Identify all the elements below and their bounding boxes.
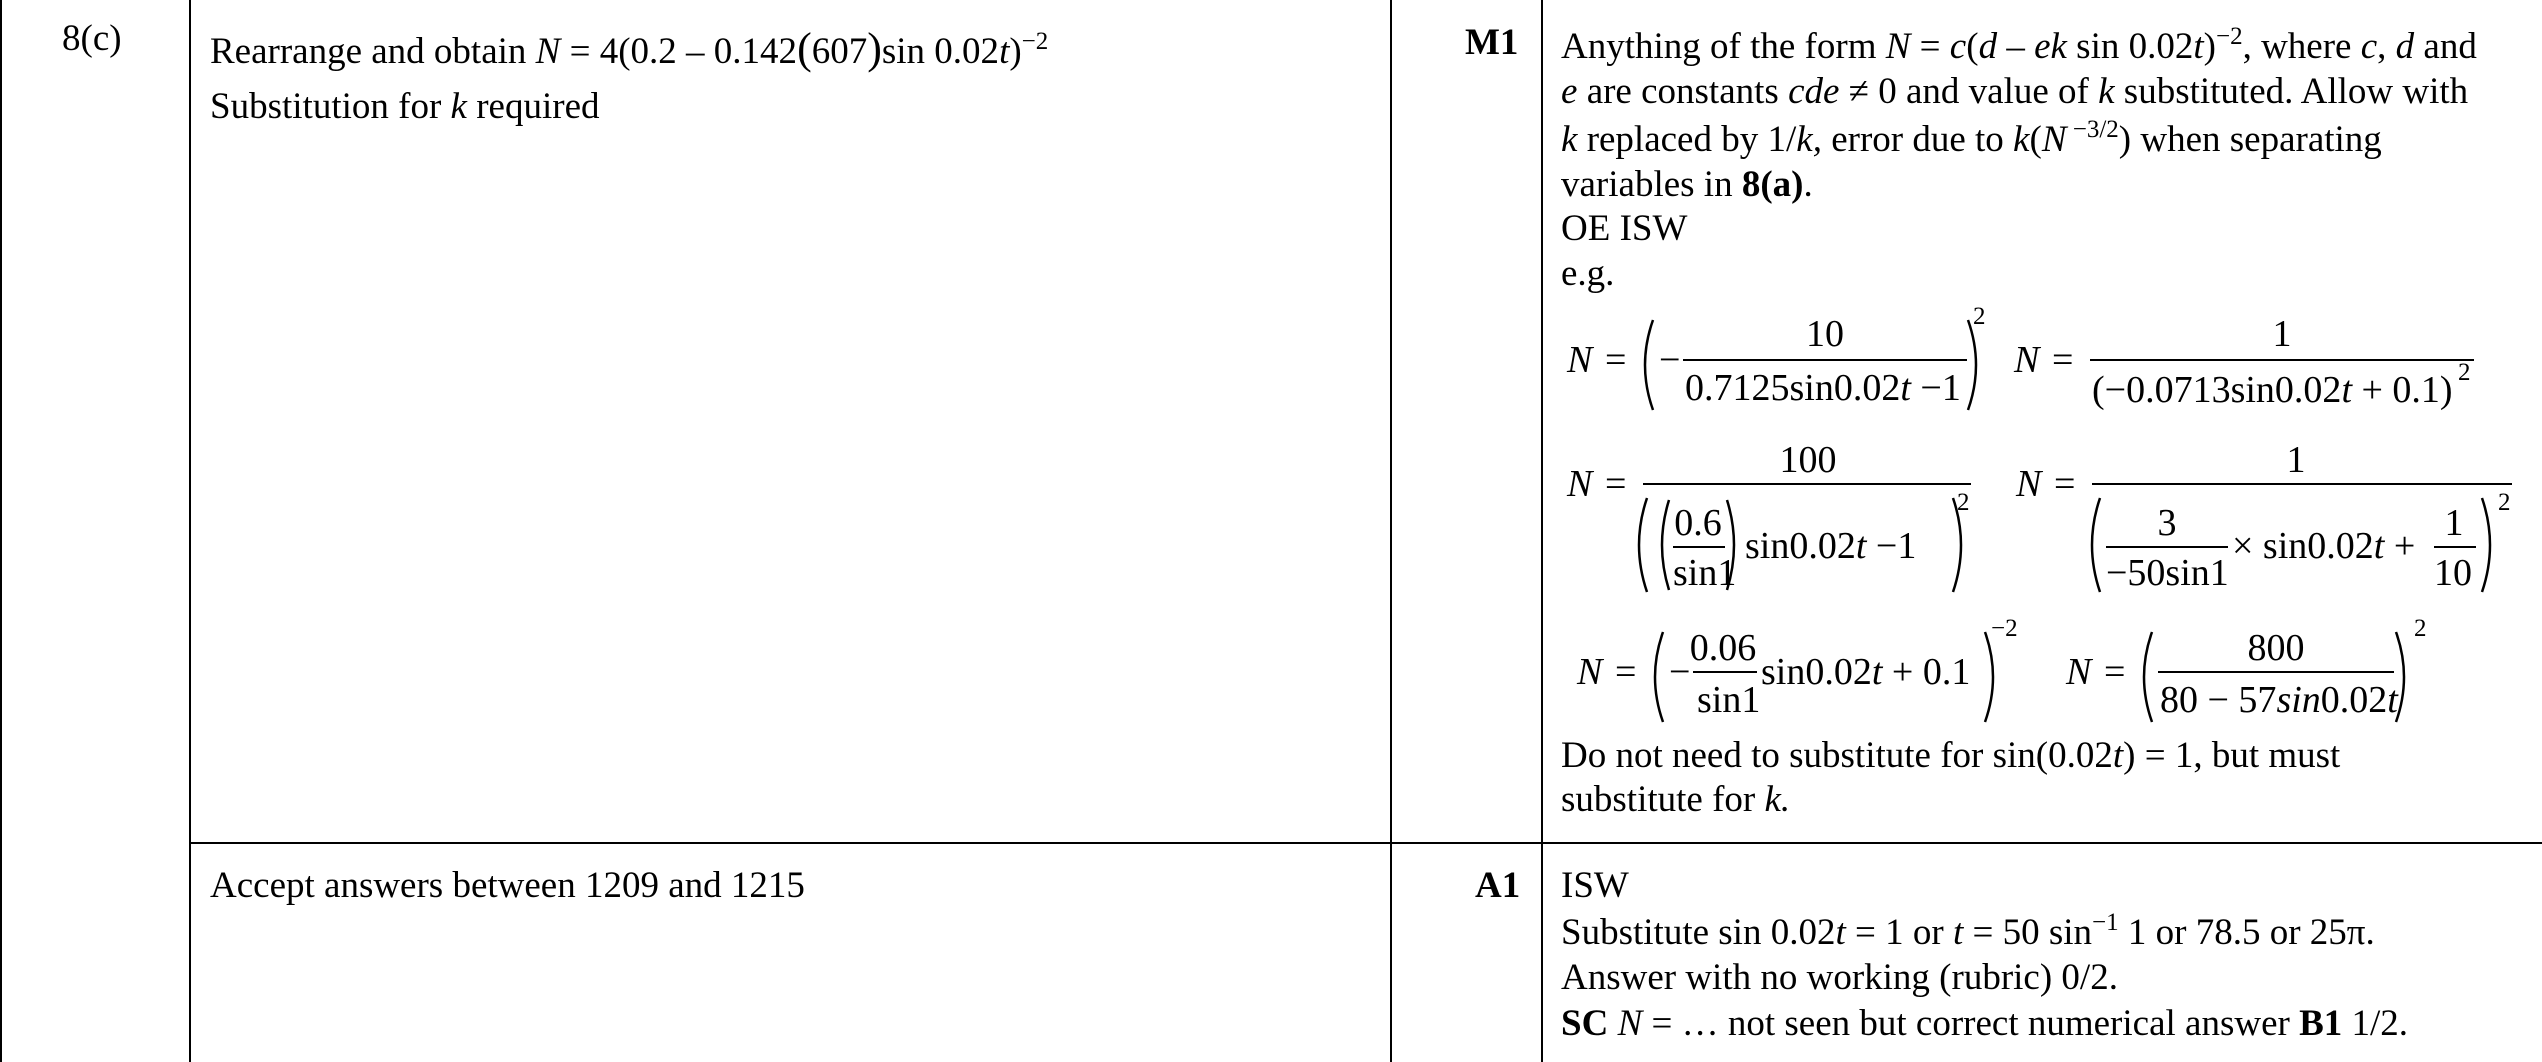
row2-mark: A1 (1475, 865, 1521, 906)
svg-text:=: = (2052, 339, 2074, 381)
svg-text:sin1: sin1 (1673, 552, 1737, 594)
example-equation-6 (2064, 612, 2444, 737)
left-paren (1645, 320, 1653, 410)
row1-answer-line2: Substitution for k required (210, 86, 600, 127)
example-equation-4 (2014, 430, 2519, 605)
svg-text:800: 800 (2247, 627, 2305, 669)
row1-guidance-line3: k replaced by 1/k, error due to k(N $^{-3/2}$) when separating (1561, 116, 2382, 160)
column-divider (189, 0, 191, 1062)
column-divider (1390, 0, 1392, 1062)
row1-guidance-line2: e are constants cde ≠ 0 and value of k substituted. Allow with (1561, 71, 2469, 112)
svg-text:N: N (1577, 651, 1603, 693)
row2-answer: Accept answers between 1209 and 1215 (210, 865, 805, 906)
example-equation-3 (1565, 430, 1985, 605)
svg-text:10: 10 (1806, 313, 1844, 355)
table-border-left (0, 0, 2, 1062)
svg-text:N: N (1567, 463, 1593, 505)
svg-text:N: N (2014, 339, 2040, 381)
svg-text:2: 2 (1973, 303, 1986, 330)
row-divider (189, 842, 2542, 844)
svg-text:N: N (1567, 339, 1593, 381)
svg-text:−2: −2 (1991, 615, 2018, 642)
svg-text:=: = (1605, 339, 1627, 381)
svg-text:2: 2 (1957, 489, 1970, 516)
svg-text:1: 1 (2272, 313, 2292, 355)
right-paren (1968, 320, 1976, 410)
svg-text:80 − 57sin0.02t: 80 − 57sin0.02t (2160, 679, 2398, 721)
svg-text:sin0.02t + 0.1: sin0.02t + 0.1 (1761, 651, 1971, 693)
svg-text:−: − (1669, 651, 1691, 693)
svg-text:× sin0.02t +: × sin0.02t + (2232, 525, 2416, 567)
svg-text:−: − (1659, 339, 1681, 381)
svg-text:0.7125sin0.02t −1: 0.7125sin0.02t −1 (1685, 367, 1961, 409)
row1-guidance-line4: variables in 8(a). (1561, 164, 1813, 205)
row1-mark: M1 (1465, 22, 1519, 63)
svg-text:10: 10 (2434, 552, 2472, 594)
svg-text:2: 2 (2414, 615, 2427, 642)
svg-text:3: 3 (2157, 502, 2177, 544)
svg-text:2: 2 (2458, 359, 2471, 386)
example-equation-5 (1575, 612, 2035, 737)
svg-text:=: = (1615, 651, 1637, 693)
row2-guidance-line2: Substitute sin 0.02t = 1 or t = 50 $\sin^{-1} 1$ or 78.5 or 25π. (1561, 909, 2375, 953)
svg-text:=: = (2054, 463, 2076, 505)
row1-guidance-oe-isw: OE ISW (1561, 208, 1688, 249)
svg-text:0.06: 0.06 (1689, 627, 1757, 669)
svg-text:N: N (2016, 463, 2042, 505)
column-divider (1541, 0, 1543, 1062)
svg-text:sin1: sin1 (1697, 679, 1761, 721)
part-label: 8(c) (62, 18, 122, 59)
svg-text:sin0.02t −1: sin0.02t −1 (1745, 525, 1917, 567)
example-equation-2 (2012, 300, 2482, 425)
row1-guidance-line7: Do not need to substitute for sin(0.02t) = 1, but must (1561, 735, 2341, 776)
row1-guidance-line1: Anything of the form N = c(d – ek sin 0.02t)$^{-2}$, where c, d and (1561, 23, 2477, 67)
row1-guidance-line8: substitute for k. (1561, 779, 1791, 820)
svg-text:=: = (1605, 463, 1627, 505)
svg-text:2: 2 (2498, 489, 2511, 516)
row2-guidance-line4: SC N = … not seen but correct numerical answer B1 1/2. (1561, 1003, 2409, 1044)
row1-answer-line1: Rearrange and obtain N = 4(0.2 – 0.142(607)sin 0.02t)$^{-2}$ (210, 24, 1049, 73)
row1-guidance-eg: e.g. (1561, 253, 1615, 294)
example-equation-1 (1565, 300, 1985, 425)
svg-text:=: = (2104, 651, 2126, 693)
svg-text:1: 1 (2286, 439, 2306, 481)
svg-text:100: 100 (1779, 439, 1837, 481)
svg-text:1: 1 (2444, 502, 2464, 544)
row2-guidance-line1: ISW (1561, 865, 1629, 906)
svg-text:(−0.0713sin0.02t + 0.1): (−0.0713sin0.02t + 0.1) (2092, 369, 2453, 411)
row2-guidance-line3: Answer with no working (rubric) 0/2. (1561, 957, 2118, 998)
svg-text:N: N (2066, 651, 2092, 693)
svg-text:0.6: 0.6 (1674, 502, 1722, 544)
svg-text:−50sin1: −50sin1 (2106, 552, 2229, 594)
